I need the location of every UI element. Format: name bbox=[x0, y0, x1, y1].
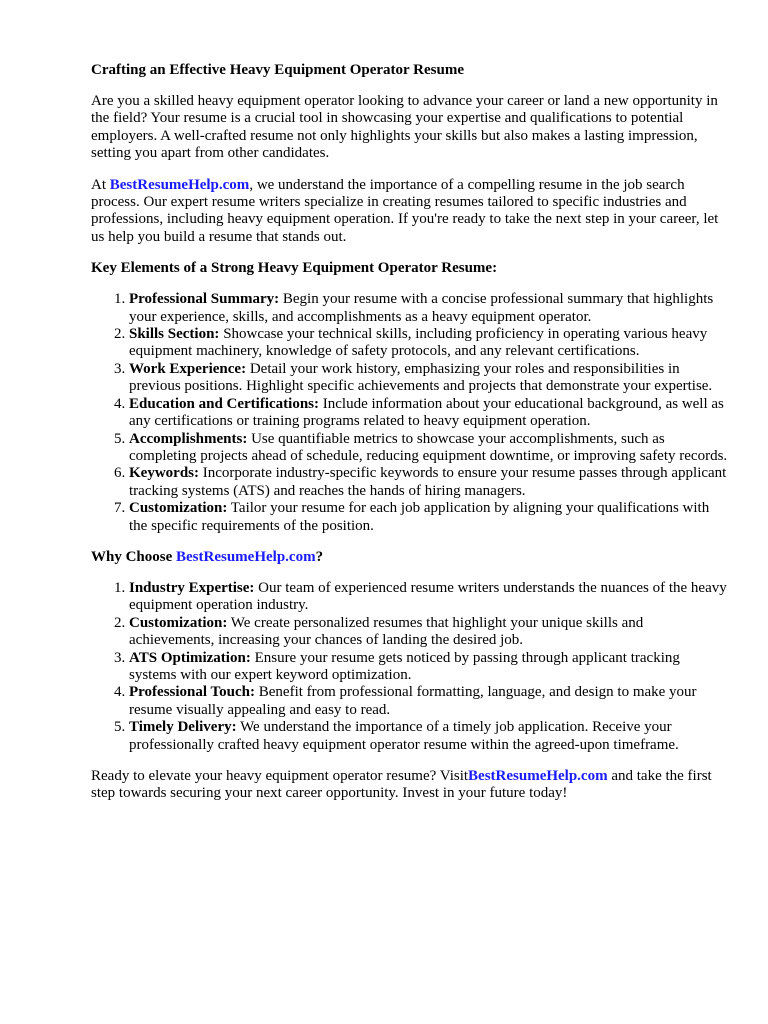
list-item bbox=[129, 580, 728, 615]
closing-text: and take the first step towards securing your next career opportunity. Invest in your future today! bbox=[91, 768, 712, 802]
about-paragraph bbox=[91, 177, 728, 247]
brand-link[interactable]: BestResumeHelp.com bbox=[468, 768, 608, 784]
list-item-lead: Education and Certifications: bbox=[129, 395, 320, 412]
list-item-text: Tailor your resume for each job application by aligning your qualifications with the specific requirements of the position. bbox=[129, 500, 710, 534]
closing-prefix: Ready to elevate your heavy equipment operator resume? Visit bbox=[91, 768, 469, 784]
about-text: , we understand the importance of a compelling resume in the job search process. Our expert resume writers specialize in creating resumes tailored to specific industries and professions, including heavy equipment operation. If you're ready to take the next step in your career, let us help you build a resume that stands out. bbox=[91, 176, 719, 245]
list-item-lead: Professional Touch: bbox=[129, 684, 255, 701]
list-item-lead: Accomplishments: bbox=[129, 430, 248, 447]
list-item bbox=[129, 719, 728, 754]
list-item bbox=[129, 684, 728, 719]
list-item bbox=[129, 431, 728, 466]
brand-link[interactable]: BestResumeHelp.com bbox=[109, 176, 250, 193]
list-item-lead: Timely Delivery: bbox=[129, 719, 237, 736]
closing-paragraph bbox=[91, 768, 728, 803]
list-item-text: We create personalized resumes that highlight your unique skills and achievements, increasing your chances of landing the desired job. bbox=[129, 614, 644, 649]
list-item bbox=[129, 326, 728, 361]
list-item bbox=[129, 465, 728, 500]
list-item bbox=[129, 500, 728, 535]
why-prefix: Why Choose bbox=[91, 548, 177, 565]
list-item bbox=[129, 361, 728, 396]
list-item-text: We understand the importance of a timely job application. Receive your professionally crafted heavy equipment operator resume within the agreed-upon timeframe. bbox=[129, 719, 679, 753]
list-item-text: Use quantifiable metrics to showcase your accomplishments, such as completing projects ahead of schedule, reducing equipment downtime, or improving safety records. bbox=[129, 430, 728, 464]
list-item-lead: Skills Section: bbox=[129, 326, 220, 343]
list-item-lead: ATS Optimization: bbox=[129, 649, 251, 666]
list-item-text: Our team of experienced resume writers understands the nuances of the heavy equipment operation industry. bbox=[129, 579, 727, 614]
list-item-lead: Industry Expertise: bbox=[129, 579, 255, 596]
list-item-text: Benefit from professional formatting, language, and design to make your resume visually appealing and easy to read. bbox=[129, 684, 697, 718]
why-suffix: ? bbox=[315, 548, 324, 565]
list-item bbox=[129, 291, 728, 326]
list-item-lead: Professional Summary: bbox=[129, 291, 280, 308]
list-item-text: Showcase your technical skills, including proficiency in operating various heavy equipment machinery, knowledge of safety protocols, and any relevant certifications. bbox=[129, 326, 708, 360]
list-item-text: Begin your resume with a concise professional summary that highlights your experience, skills, and accomplishments as a heavy equipment operator. bbox=[129, 291, 714, 325]
list-item bbox=[129, 650, 728, 685]
why-choose-heading bbox=[91, 549, 728, 566]
about-prefix: At bbox=[91, 176, 110, 193]
list-item-text: Incorporate industry-specific keywords to ensure your resume passes through applicant tracking systems (ATS) and reaches the hands of hiring managers. bbox=[129, 465, 727, 499]
document-title: Crafting an Effective Heavy Equipment Operator Resume bbox=[91, 62, 465, 78]
list-item-lead: Work Experience: bbox=[129, 360, 247, 377]
key-elements-heading: Key Elements of a Strong Heavy Equipment Operator Resume: bbox=[91, 260, 498, 277]
list-item-lead: Customization: bbox=[129, 500, 228, 517]
list-item bbox=[129, 615, 728, 650]
why-choose-list bbox=[91, 580, 728, 754]
list-item-lead: Customization: bbox=[129, 614, 228, 631]
brand-link[interactable]: BestResumeHelp.com bbox=[176, 548, 316, 565]
list-item-lead: Keywords: bbox=[129, 465, 199, 482]
list-item-text: Include information about your educational background, as well as any certifications or training programs related to heavy equipment operation. bbox=[129, 395, 724, 430]
intro-paragraph: Are you a skilled heavy equipment operator looking to advance your career or land a new opportunity in the field? Your resume is a crucial tool in showcasing your expertise and qualifications to potential employers. A well-crafted resume not only highlights your skills but also makes a lasting impression, setting you apart from other candidates. bbox=[91, 93, 718, 162]
key-elements-list bbox=[91, 291, 728, 535]
list-item-text: Detail your work history, emphasizing your roles and responsibilities in previous positions. Highlight specific achievements and projects that demonstrate your expertise. bbox=[129, 360, 713, 395]
list-item bbox=[129, 396, 728, 431]
list-item-text: Ensure your resume gets noticed by passing through applicant tracking systems with our expert keyword optimization. bbox=[129, 649, 680, 683]
